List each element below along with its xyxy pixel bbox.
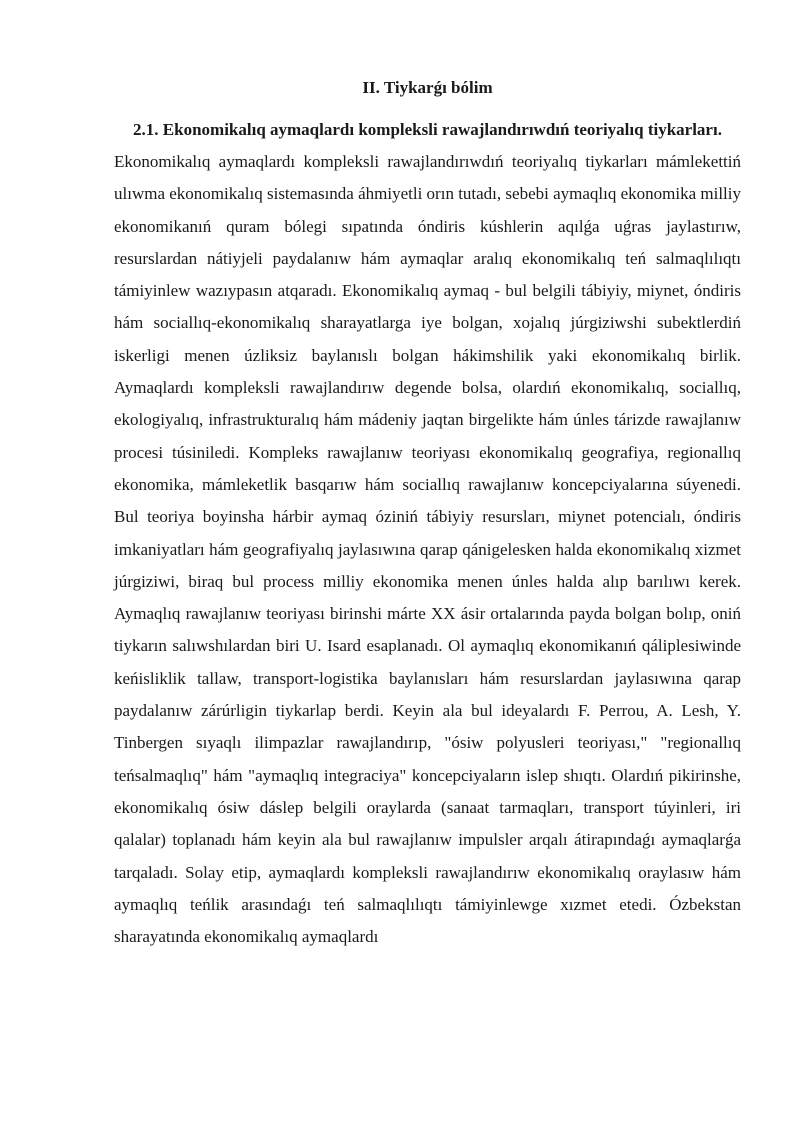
section-title: 2.1. Ekonomikalıq aymaqlardı kompleksli rawajlandırıwdıń teoriyalıq tiykarları. xyxy=(133,120,722,139)
body-paragraph: Ekonomikalıq aymaqlardı kompleksli rawajlandırıwdıń teoriyalıq tiykarları mámlekettiń ulıwma ekonomikalıq sistemasında áhmiyetli orın tutadı, sebebi aymaqlıq ekonomika milliy ekonomikanıń quram bólegi sıpatında óndiris kúshlerin aqılǵa uǵras jaylastırıw, resurslardan nátiyjeli paydalanıw hám aymaqlar aralıq ekonomikalıq teń salmaqlılıqtı támiyinlew wazıypasın atqaradı. Ekonomikalıq aymaq - bul belgili tábiyiy, miynet, óndiris hám sociallıq-ekonomikalıq sharayatlarga iye bolgan, xojalıq júrgiziwshi subektlerdiń iskerligi menen úzliksiz baylanıslı bolgan hákimshilik yaki ekonomikalıq birlik. Aymaqlardı kompleksli rawajlandırıw degende bolsa, olardıń ekonomikalıq, sociallıq, ekologiyalıq, infrastrukturalıq hám mádeniy jaqtan birgelikte hám únles tárizde rawajlanıw procesi túsiniledi. Kompleks rawajlanıw teoriyası ekonomikalıq geografiya, regionallıq ekonomika, mámleketlik basqarıw hám sociallıq rawajlanıw koncepciyalarına súyenedi. Bul teoriya boyinsha hárbir aymaq óziniń tábiyiy resursları, miynet potencialı, óndiris imkaniyatları hám geografiyalıq jaylasıwına qarap qánigelesken halda ekonomikalıq xizmet júrgiziwi, biraq bul process milliy ekonomika menen únles halda alıp barılıwı kerek. Aymaqlıq rawajlanıw teoriyası birinshi márte XX ásir ortalarında payda bolgan bolıp, oniń tiykarın salıwshılardan biri U. Isard esaplanadı. Ol aymaqlıq ekonomikanıń qáliplesiwinde keńisliklik tallaw, transport-logistika baylanısları hám resurslardan jaylasıwına qarap paydalanıw zárúrligin tiykarlap berdi. Keyin ala bul ideyalardı F. Perrou, A. Lesh, Y. Tinbergen sıyaqlı ilimpazlar rawajlandırıp, "ósiw polyusleri teoriyası," "regionallıq teńsalmaqlıq" hám "aymaqlıq integraciya" koncepciyaların islep shıqtı. Olardıń pikirinshe, ekonomikalıq ósiw dáslep belgili oraylarda (sanaat tarmaqları, transport túyinleri, iri qalalar) toplanadı hám keyin ala bul rawajlanıw impulsler arqalı átirapındaǵı aymaqlarǵa tarqaladı. Solay etip, aymaqlardı kompleksli rawajlandırıw ekonomikalıq oraylasıw hám aymaqlıq teńlik arasındaǵı teń salmaqlılıqtı támiyinlewge xızmet etedi. Ózbekstan sharayatında ekonomikalıq aymaqlardı xyxy=(114,152,741,947)
part-title: II. Tiykarǵı bólim xyxy=(362,78,493,97)
document-page xyxy=(114,76,741,953)
